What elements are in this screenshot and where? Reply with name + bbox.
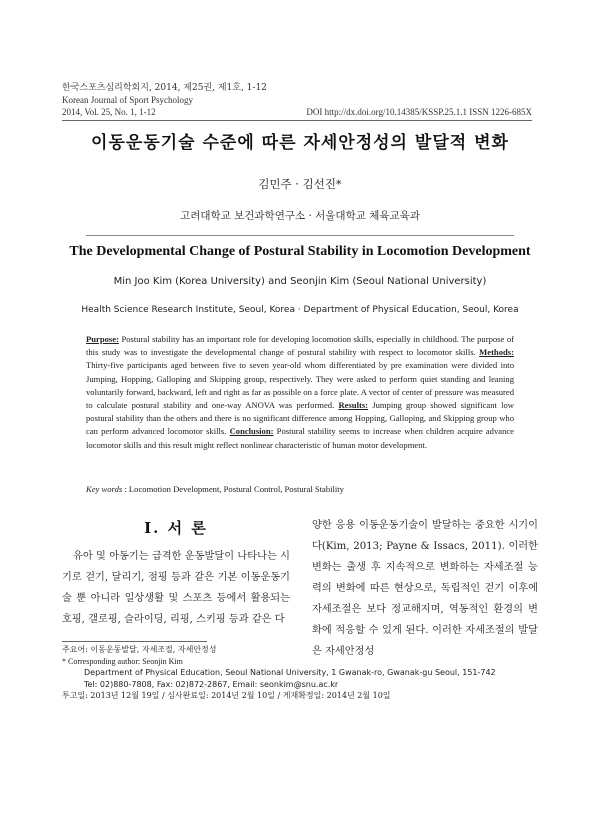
- affiliations-english: Health Science Research Institute, Seoul, Korea · Department of Physical Education, Seoul, Korea: [81, 305, 519, 315]
- paper-title-english: The Developmental Change of Postural Stability in Locomotion Development: [69, 244, 531, 259]
- body-text-right-column: 양한 응용 이동운동기술이 발달하는 중요한 시기이다(Kim, 2013; Payne & Issacs, 2011). 이러한 변화는 출생 후 지속적으로 변화하는 자세조절 능력의 변화에 따른 현상으로, 독립적인 걷기 이후에 자세조절은 보다 정교해지며, 역동적인 환경의 변화에 적응할 수 있게 된다. 이러한 자세조절의 발달은 자세안정성: [312, 520, 538, 657]
- paper-title-korean: 이동운동기술 수준에 따른 자세안정성의 발달적 변화: [91, 133, 509, 153]
- abstract: [86, 333, 514, 452]
- abstract-conclusion-label: Conclusion:: [229, 426, 274, 437]
- abstract-purpose-text: Postural stability has an important role for developing locomotion skills, especially in childhood. The purpose of this study was to investigate the developmental change of postural stability with respect to locomotor skills.: [86, 334, 514, 358]
- body-text-left-column: 유아 및 아동기는 급격한 운동발달이 나타나는 시기로 걷기, 달리기, 점핑 등과 같은 기본 이동운동기술 뿐 아니라 일상생활 및 스포츠 등에서 활용되는 호핑, 갤로핑, 슬라이딩, 리핑, 스키핑 등과 같은 다: [62, 551, 290, 625]
- footnote-contact: Tel: 02)880-7808, Fax: 02)872-2867, Email: seonkim@snu.ac.kr: [84, 679, 339, 689]
- footnote-corresponding-author: * Corresponding author: Seonjin Kim: [62, 656, 183, 666]
- section-heading-introduction: I. 서 론: [144, 519, 208, 537]
- journal-volume-line: 2014, Vol. 25, No. 1, 1-12: [62, 107, 156, 117]
- keywords-label: Key words: [86, 484, 123, 494]
- doi-issn-line: DOI http://dx.doi.org/10.14385/KSSP.25.1.1 ISSN 1226-685X: [306, 107, 532, 117]
- journal-korean-citation: 한국스포츠심리학회지, 2014, 제25권, 제1호, 1-12: [62, 83, 267, 93]
- header-rule: [62, 120, 532, 121]
- abstract-methods-text: Thirty-five participants aged between five to seven year-old whom differentiated by pre examination were divided into Jumping, Hopping, Galloping and Skipping group, respectively. They were asked to perform quiet standing and leaning voluntarily forward, backward, left and right as far as possible on a force plate. A vector of center of pressure was measured to calculate postural stability and one-way ANOVA was performed.: [86, 360, 514, 411]
- keywords-separator: :: [122, 484, 129, 494]
- abstract-methods-label: Methods:: [479, 347, 514, 358]
- abstract-results-label: Results:: [338, 400, 369, 411]
- authors-english: Min Joo Kim (Korea University) and Seonjin Kim (Seoul National University): [113, 276, 487, 287]
- keywords-line: [86, 484, 344, 494]
- footnote-rule: [62, 641, 207, 642]
- journal-english-name: Korean Journal of Sport Psychology: [62, 95, 193, 105]
- title-rule: [86, 235, 514, 236]
- affiliations-korean: 고려대학교 보건과학연구소 · 서울대학교 체육교육과: [180, 210, 420, 222]
- abstract-results-text: Jumping group showed significant low postural stability than the others and there is no significant difference among Hopping, Galloping, and Skipping group who can perform advanced locomotor skills.: [86, 400, 514, 437]
- abstract-purpose-label: Purpose:: [86, 334, 119, 344]
- footnotes: [62, 644, 496, 702]
- authors-korean: 김민주 · 김선진*: [258, 177, 342, 191]
- footnote-address: Department of Physical Education, Seoul National University, 1 Gwanak-ro, Gwanak-gu Seoul, 151-742: [84, 668, 496, 677]
- abstract-conclusion-text: Postural stability seems to increase when children acquire advance locomotor skills and this result might reflect nonlinear characteristic of human motor development.: [86, 426, 514, 450]
- footnote-submission-dates: 투고일: 2013년 12월 19일 / 심사완료일: 2014년 2월 10일 / 게재확정일: 2014년 2월 10일: [62, 691, 391, 700]
- footnote-korean-keywords: 주요어: 이동운동발달, 자세조절, 자세안정성: [62, 645, 217, 654]
- keywords-text: Locomotion Development, Postural Control, Postural Stability: [128, 484, 344, 494]
